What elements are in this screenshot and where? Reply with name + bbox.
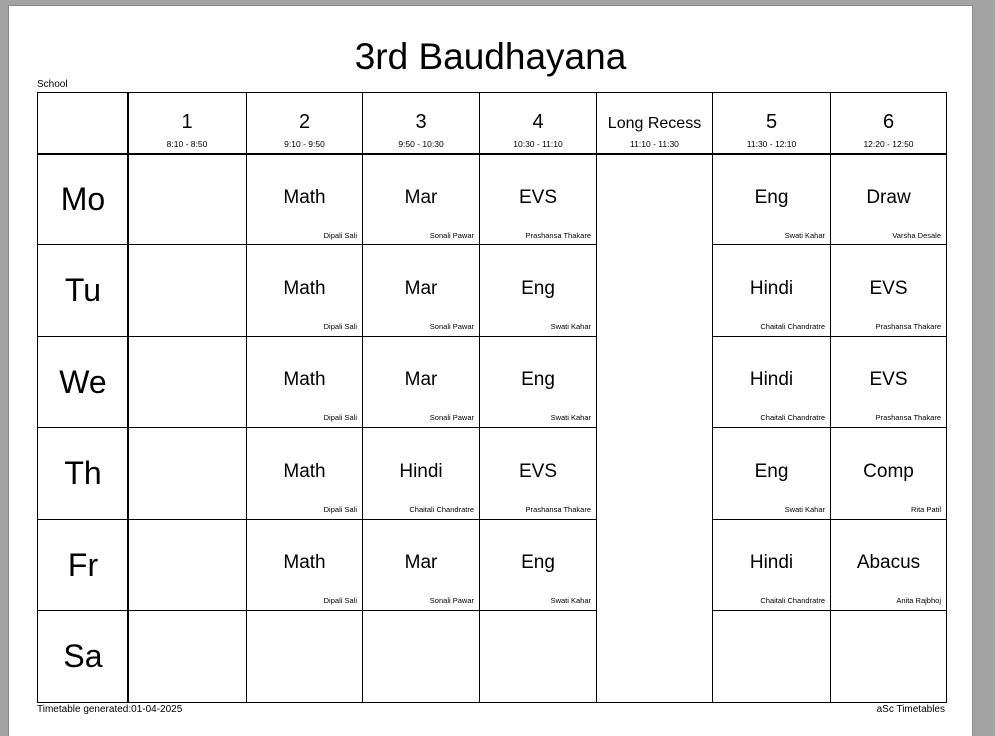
subject: Draw (866, 187, 911, 208)
lesson-cell (247, 154, 362, 244)
grid-divider (596, 93, 597, 702)
recess-label: Long Recess (607, 115, 702, 132)
lesson-cell (713, 519, 830, 610)
subject: EVS (869, 278, 908, 299)
lesson-cell (831, 245, 946, 336)
period-number: 5 (765, 111, 778, 133)
lesson-cell (363, 519, 479, 610)
day-label-th: Th (64, 455, 102, 491)
teacher: Chaitali Chandratre (760, 596, 825, 605)
lesson-cell (247, 428, 362, 519)
teacher: Chaitali Chandratre (409, 505, 474, 514)
subject: Eng (754, 461, 789, 482)
subject: Mar (404, 369, 438, 390)
period-number: 6 (882, 111, 895, 133)
lesson-cell (480, 336, 596, 427)
period-number: 2 (298, 111, 311, 133)
period-time: 10:30 - 11:10 (513, 139, 563, 149)
day-label-tu: Tu (64, 272, 102, 308)
subject: Mar (404, 552, 438, 573)
teacher: Sonali Pawar (429, 231, 474, 240)
teacher: Swati Kahar (784, 231, 825, 240)
subject: Hindi (399, 461, 443, 482)
subject: Eng (521, 369, 555, 390)
teacher: Prashansa Thakare (525, 231, 591, 240)
grid-divider (712, 610, 946, 611)
lesson-cell (713, 245, 830, 336)
subject: Hindi (749, 278, 794, 299)
lesson-cell (247, 336, 362, 427)
teacher: Swati Kahar (784, 505, 825, 514)
subject: Eng (521, 552, 555, 573)
teacher: Dipali Sali (323, 596, 357, 605)
lesson-cell (480, 154, 596, 244)
teacher: Dipali Sali (323, 322, 357, 331)
teacher: Varsha Desale (892, 231, 941, 240)
page-title: 3rd Baudhayana (354, 36, 627, 77)
generated-date: Timetable generated:01-04-2025 (37, 704, 183, 715)
timetable-page (8, 5, 973, 736)
subject: EVS (518, 187, 558, 208)
lesson-cell (831, 428, 946, 519)
lesson-cell (480, 245, 596, 336)
lesson-cell (363, 336, 479, 427)
subject: Comp (863, 461, 914, 482)
period-time: 9:50 - 10:30 (398, 139, 444, 149)
day-label-mo: Mo (60, 181, 106, 217)
subject: Mar (404, 187, 438, 208)
teacher: Dipali Sali (323, 413, 357, 422)
teacher: Dipali Sali (323, 505, 357, 514)
timetable-grid (37, 92, 947, 703)
lesson-cell (363, 245, 479, 336)
teacher: Sonali Pawar (429, 413, 474, 422)
teacher: Dipali Sali (323, 231, 357, 240)
teacher: Swati Kahar (550, 322, 591, 331)
lesson-cell (831, 154, 946, 244)
subject: Hindi (749, 369, 794, 390)
day-label-fr: Fr (67, 547, 99, 583)
subject: EVS (518, 461, 558, 482)
brand-label: aSc Timetables (876, 704, 945, 715)
lesson-cell (713, 428, 830, 519)
teacher: Prashansa Thakare (525, 505, 591, 514)
subject: Math (283, 187, 326, 208)
period-number: 3 (415, 111, 427, 133)
day-label-we: We (59, 364, 107, 400)
subject: EVS (869, 369, 908, 390)
period-number: 4 (532, 111, 544, 133)
teacher: Swati Kahar (550, 413, 591, 422)
subject: Math (283, 552, 326, 573)
teacher: Prashansa Thakare (875, 322, 941, 331)
teacher: Sonali Pawar (429, 596, 474, 605)
teacher: Sonali Pawar (429, 322, 474, 331)
grid-divider (38, 610, 596, 611)
teacher: Prashansa Thakare (875, 413, 941, 422)
period-time: 8:10 - 8:50 (166, 139, 208, 149)
subject: Math (283, 461, 326, 482)
lesson-cell (831, 336, 946, 427)
column-header-4 (480, 93, 596, 153)
period-time: 11:10 - 11:30 (630, 139, 679, 149)
lesson-cell (247, 519, 362, 610)
teacher: Rita Patil (910, 505, 941, 514)
teacher: Chaitali Chandratre (760, 322, 825, 331)
lesson-cell (247, 245, 362, 336)
column-header-5 (713, 93, 830, 153)
period-time: 12:20 - 12:50 (863, 139, 914, 149)
column-header-3 (363, 93, 479, 153)
period-time: 9:10 - 9:50 (284, 139, 325, 149)
teacher: Anita Rajbhoj (896, 596, 941, 605)
day-label-sa: Sa (63, 638, 103, 674)
subject: Math (283, 369, 326, 390)
subject: Abacus (856, 552, 921, 573)
subject: Hindi (749, 552, 794, 573)
subject: Eng (754, 187, 789, 208)
subject: Math (283, 278, 326, 299)
school-label: School (37, 79, 68, 90)
lesson-cell (713, 336, 830, 427)
lesson-cell (480, 428, 596, 519)
column-header-long-recess (597, 93, 712, 153)
lesson-cell (363, 154, 479, 244)
column-header-1 (128, 93, 246, 153)
subject: Eng (521, 278, 555, 299)
teacher: Chaitali Chandratre (760, 413, 825, 422)
column-header-2 (247, 93, 362, 153)
subject: Mar (404, 278, 438, 299)
lesson-cell (363, 428, 479, 519)
column-header-6 (831, 93, 946, 153)
lesson-cell (831, 519, 946, 610)
period-number: 1 (181, 111, 193, 133)
period-time: 11:30 - 12:10 (746, 139, 797, 149)
teacher: Swati Kahar (550, 596, 591, 605)
lesson-cell (480, 519, 596, 610)
lesson-cell (713, 154, 830, 244)
